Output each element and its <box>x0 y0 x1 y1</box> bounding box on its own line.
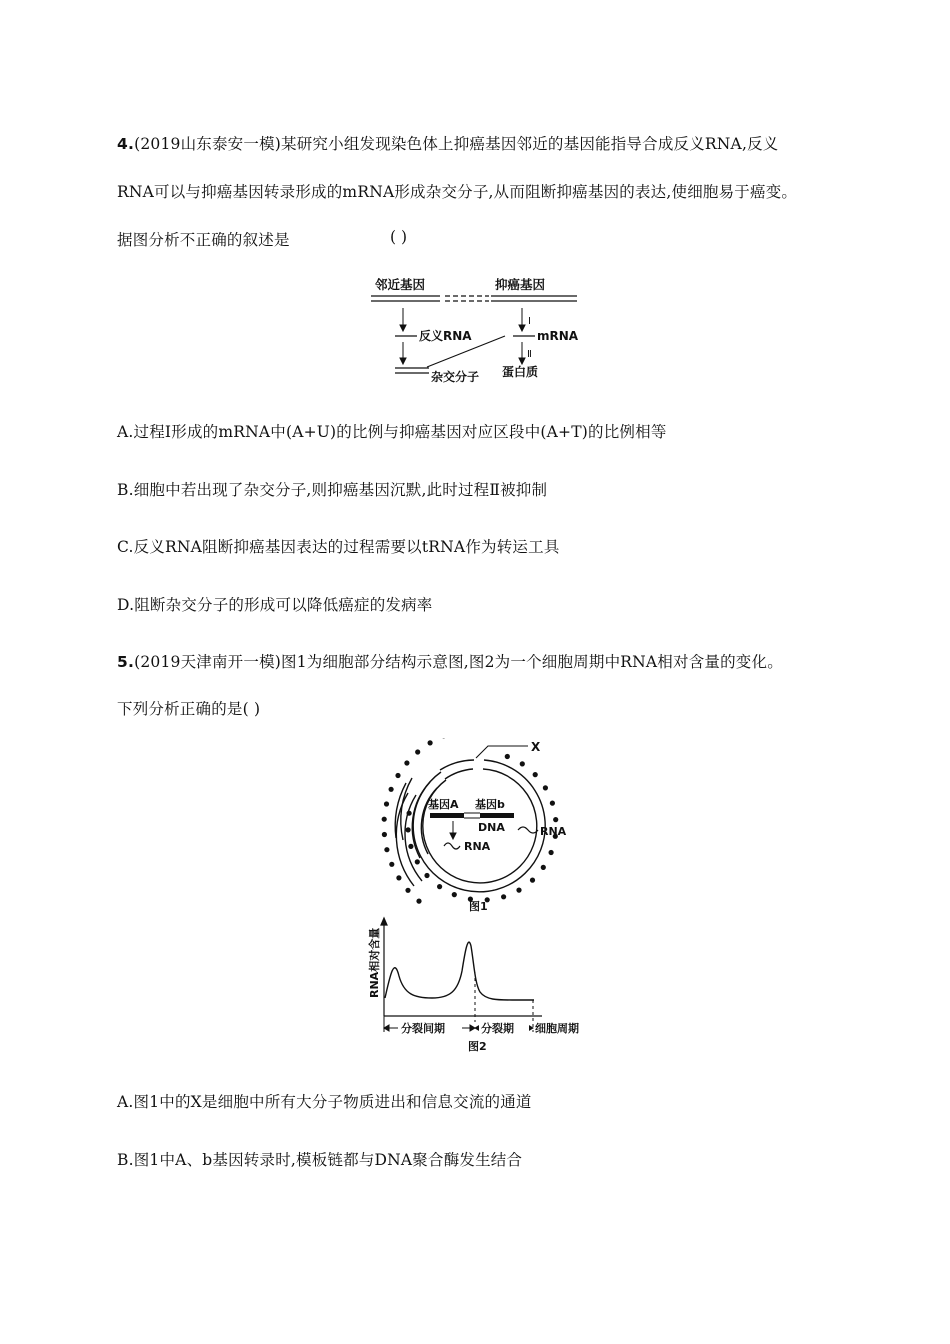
ribosome-dot <box>408 844 413 849</box>
ribosome-dot <box>396 875 401 880</box>
label-protein: 蛋白质 <box>502 365 539 379</box>
ribosome-dot <box>428 740 433 745</box>
q4-answer-blank: ( ) <box>390 228 408 246</box>
ribosome-dot <box>384 847 389 852</box>
ribosome-dot <box>395 773 400 778</box>
ribosome-dot <box>553 817 558 822</box>
ribosome-dot <box>543 785 548 790</box>
q5-figure1 <box>370 738 590 918</box>
axes <box>381 918 542 1016</box>
q5-option-b: B.图1中A、b基因转录时,模板链都与DNA聚合酶发生结合 <box>117 1151 523 1169</box>
ribosome-dot <box>389 862 394 867</box>
dna-double-strand <box>371 296 577 301</box>
q4-stem-2: RNA可以与抑癌基因转录形成的mRNA形成杂交分子,从而阻断抑癌基因的表达,使细胞易于癌变。 <box>117 183 798 201</box>
ribosome-dot <box>405 888 410 893</box>
label-cell-cycle: 细胞周期 <box>535 1022 579 1035</box>
q4-option-a: A.过程Ⅰ形成的mRNA中(A+U)的比例与抑癌基因对应区段中(A+T)的比例相等 <box>117 423 667 441</box>
rna-squiggle <box>444 843 460 849</box>
q5-stem-1: (2019天津南开一模)图1为细胞部分结构示意图,图2为一个细胞周期中RNA相对含量的变化。 <box>134 653 783 671</box>
q4-option-b: B.细胞中若出现了杂交分子,则抑癌基因沉默,此时过程Ⅱ被抑制 <box>117 481 548 499</box>
label-antisense-rna: 反义RNA <box>419 329 472 343</box>
label-x: X <box>531 740 541 754</box>
label-dna: DNA <box>478 821 505 834</box>
label-tumor-gene: 抑癌基因 <box>495 277 546 292</box>
label-neighbor-gene: 邻近基因 <box>375 277 426 292</box>
q4-option-c: C.反义RNA阻断抑癌基因表达的过程需要以tRNA作为转运工具 <box>117 538 560 556</box>
q4-option-d: D.阻断杂交分子的形成可以降低癌症的发病率 <box>117 596 433 614</box>
ribosome-dot <box>516 888 521 893</box>
q5-option-a: A.图1中的X是细胞中所有大分子物质进出和信息交流的通道 <box>117 1093 532 1111</box>
rna-exit-squiggle <box>518 827 538 833</box>
figure2-ylabel: RNA相对含量 <box>368 927 381 998</box>
label-rna-inner: RNA <box>464 840 491 853</box>
q5-line1 <box>117 650 783 672</box>
q5-figure2 <box>362 916 592 1064</box>
ribosome-dot <box>415 859 420 864</box>
ribosome-dot <box>505 754 510 759</box>
ribosome-dot <box>541 865 546 870</box>
q4-stem-3: 据图分析不正确的叙述是 <box>117 231 290 249</box>
label-gene-b: 基因b <box>475 798 505 811</box>
figure2-caption: 图2 <box>468 1040 487 1053</box>
ribosome-dot <box>533 772 538 777</box>
label-rna-outer: RNA <box>540 825 567 838</box>
q5-number: 5. <box>117 653 135 671</box>
ribosome-dot <box>520 761 525 766</box>
ribosome-dot <box>549 850 554 855</box>
label-gene-a: 基因A <box>428 798 459 811</box>
ribosome-dot <box>404 760 409 765</box>
ribosome-dot <box>382 832 387 837</box>
label-hybrid: 杂交分子 <box>431 370 480 384</box>
ribosome-dot <box>382 817 387 822</box>
q5-stem-2: 下列分析正确的是( ) <box>117 700 261 718</box>
ribosome-dot <box>406 827 411 832</box>
label-interphase: 分裂间期 <box>401 1022 445 1035</box>
ribosome-dot <box>452 892 457 897</box>
ribosome-dot <box>437 884 442 889</box>
ribosome-dot <box>416 899 421 904</box>
figure1-caption: 图1 <box>469 900 488 913</box>
ribosome-dot <box>384 801 389 806</box>
ribosome-dot <box>501 894 506 899</box>
label-process-2: Ⅱ <box>527 349 532 360</box>
ribosome-dot <box>530 878 535 883</box>
ribosome-dot <box>424 873 429 878</box>
rna-content-curve <box>385 942 534 1000</box>
ribosome-dot <box>550 801 555 806</box>
label-mrna: mRNA <box>537 329 579 343</box>
ribosome-dot <box>415 749 420 754</box>
q4-stem-1: (2019山东泰安一模)某研究小组发现染色体上抑癌基因邻近的基因能指导合成反义RNA,反义 <box>134 135 779 153</box>
ribosome-dot <box>389 787 394 792</box>
dna-segment <box>430 813 514 818</box>
q4-diagram <box>365 272 590 390</box>
q4-number: 4. <box>117 135 135 153</box>
q4-line1 <box>117 132 778 154</box>
x-pointer-line <box>476 746 528 758</box>
label-process-1: I <box>528 316 531 327</box>
label-division: 分裂期 <box>481 1022 514 1035</box>
arrow-icon <box>450 821 456 839</box>
